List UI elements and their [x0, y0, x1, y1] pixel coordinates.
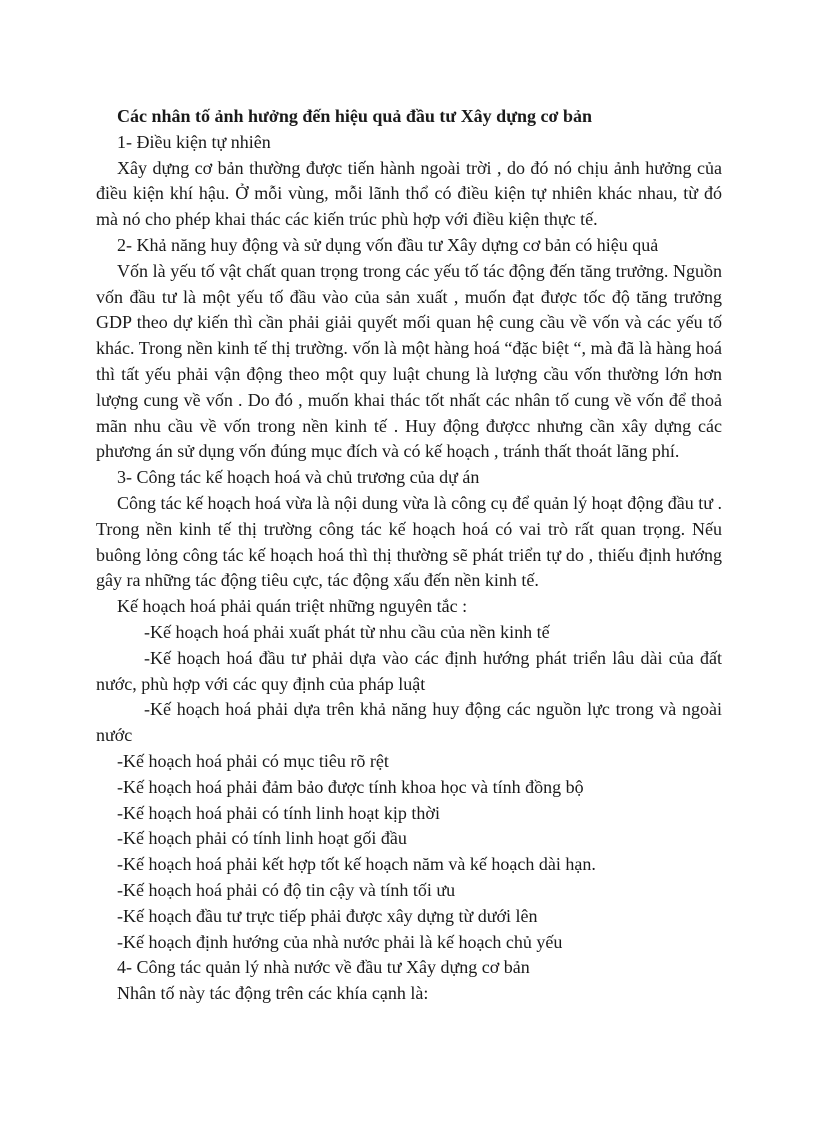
document-body: [96, 104, 722, 1007]
principle-item: -Kế hoạch hoá đầu tư phải dựa vào các định hướng phát triển lâu dài của đất nước, phù hợp với các quy định của pháp luật: [96, 647, 722, 694]
section-2-heading: 2- Khả năng huy động và sử dụng vốn đầu tư Xây dựng cơ bản có hiệu quả: [117, 234, 659, 255]
principle-item: -Kế hoạch hoá phải có mục tiêu rõ rệt: [117, 750, 389, 771]
principle-item: -Kế hoạch hoá phải xuất phát từ nhu cầu của nền kinh tế: [144, 621, 550, 642]
section-2-paragraph: Vốn là yếu tố vật chất quan trọng trong các yếu tố tác động đến tăng trưởng. Nguồn vốn đầu tư là một yếu tố đầu vào của sản xuất , muốn đạt được tốc độ tăng trưởng GDP theo dự kiến thì cần phải giải quyết mối quan hệ cung cầu về vốn và các yếu tố khác. Trong nền kinh tế thị trường. vốn là một hàng hoá “đặc biệt “, mà đã là hàng hoá thì tất yếu phải vận động theo một quy luật chung là lượng cầu vốn thường lớn hơn lượng cung về vốn . Do đó , muốn khai thác tốt nhất các nhân tố cung về vốn để thoả mãn nhu cầu về vốn trong nền kinh tế . Huy động đượcc nhưng cần xây dựng các phương án sử dụng vốn đúng mục đích và có kế hoạch , tránh thất thoát lãng phí.: [96, 260, 722, 462]
section-3-paragraph: Công tác kế hoạch hoá vừa là nội dung vừa là công cụ để quản lý hoạt động đầu tư . Trong nền kinh tế thị trường công tác kế hoạch hoá có vai trò rất quan trọng. Nếu buông lỏng công tác kế hoạch hoá thì thị thường sẽ phát triển tự do , thiếu định hướng gây ra những tác động tiêu cực, tác động xấu đến nền kinh tế.: [96, 492, 722, 591]
section-4-heading: 4- Công tác quản lý nhà nước về đầu tư Xây dựng cơ bản: [117, 957, 530, 978]
principle-item: -Kế hoạch phải có tính linh hoạt gối đầu: [117, 828, 407, 849]
principle-item: -Kế hoạch hoá phải đảm bảo được tính khoa học và tính đồng bộ: [117, 776, 584, 797]
document-title: Các nhân tố ảnh hưởng đến hiệu quả đầu tư Xây dựng cơ bản: [117, 106, 592, 126]
principle-item: -Kế hoạch hoá phải có tính linh hoạt kịp thời: [117, 802, 440, 823]
section-4-intro: Nhân tố này tác động trên các khía cạnh là:: [117, 983, 429, 1004]
principle-item: -Kế hoạch hoá phải dựa trên khả năng huy động các nguồn lực trong và ngoài nước: [96, 699, 722, 746]
principle-item: -Kế hoạch định hướng của nhà nước phải là kế hoạch chủ yếu: [117, 931, 563, 952]
section-1-heading: 1- Điều kiện tự nhiên: [117, 131, 271, 152]
section-3-heading: 3- Công tác kế hoạch hoá và chủ trương của dự án: [117, 467, 480, 488]
principles-intro: Kế hoạch hoá phải quán triệt những nguyên tắc :: [117, 596, 468, 617]
principle-item: -Kế hoạch hoá phải có độ tin cậy và tính tối ưu: [117, 879, 456, 900]
principle-item: -Kế hoạch hoá phải kết hợp tốt kế hoạch năm và kế hoạch dài hạn.: [117, 854, 596, 875]
section-1-paragraph: Xây dựng cơ bản thường được tiến hành ngoài trời , do đó nó chịu ảnh hưởng của điều kiện khí hậu. Ở mỗi vùng, mỗi lãnh thổ có điều kiện tự nhiên khác nhau, từ đó mà nó cho phép khai thác các kiến trúc phù hợp với điều kiện thực tế.: [96, 157, 722, 230]
principle-item: -Kế hoạch đầu tư trực tiếp phải được xây dựng từ dưới lên: [117, 905, 538, 926]
